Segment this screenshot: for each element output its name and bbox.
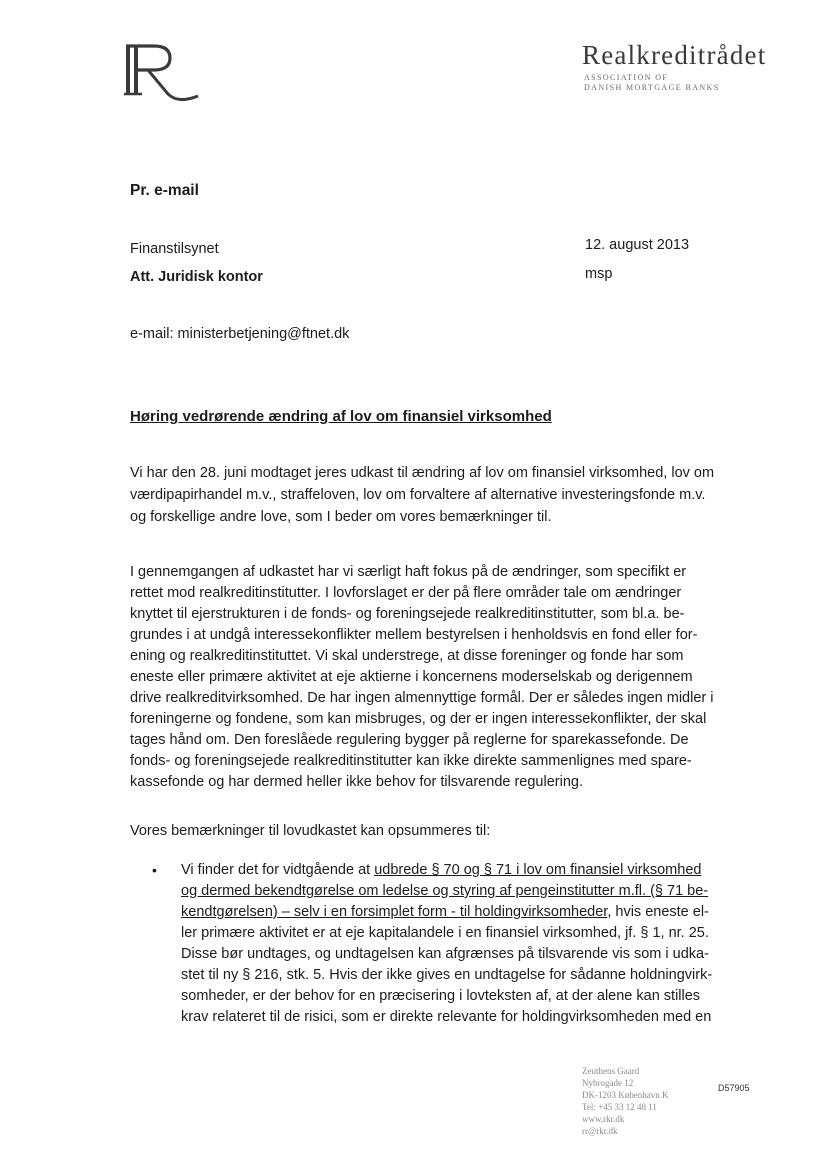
sender-initials: msp: [585, 266, 613, 282]
attention-line: Att. Juridisk kontor: [130, 269, 263, 285]
footer-address-line: Tel: +45 33 12 48 11: [582, 1102, 657, 1112]
bullet-line: [181, 861, 701, 879]
footer-address-line: Nybrogade 12: [582, 1078, 634, 1088]
paragraph-line: ening og realkreditinstituttet. Vi skal understrege, at disse foreninger og fonde har som: [130, 648, 684, 664]
bullet-line: Disse bør undtages, og undtagelsen kan afgrænses på tilsvarende vis som i udka-: [181, 946, 709, 962]
realkreditraadet-logo-icon: [124, 42, 202, 104]
delivery-method: Pr. e-mail: [130, 182, 199, 199]
paragraph-line: tages hånd om. Den foreslåede regulering bygger på reglerne for sparekassefonde. De: [130, 732, 689, 748]
bullet-line: krav relateret til de risici, som er direkte relevante for holdingvirksomheden med en: [181, 1009, 712, 1025]
bullet-text-plain: , hvis eneste el-: [607, 904, 709, 920]
paragraph-line: knyttet til ejerstrukturen i de fonds- og foreningsejede realkreditinstitutter, som bl.a. be-: [130, 606, 685, 622]
paragraph-line: fonds- og foreningsejede realkreditinstitutter kan ikke direkte sammenlignes med spare-: [130, 753, 692, 769]
paragraph-line: kassefonde og har dermed heller ikke behov for tilsvarende regulering.: [130, 774, 583, 790]
recipient: Finanstilsynet: [130, 241, 219, 257]
bullet-line: [181, 903, 709, 921]
bullet-text-plain: Vi finder det for vidtgående at: [181, 862, 375, 878]
summary-intro: Vores bemærkninger til lovudkastet kan opsummeres til:: [130, 823, 491, 839]
document-number: D57905: [718, 1083, 750, 1093]
paragraph-line: foreningerne og fondene, som kan misbruges, og der er ingen interessekonflikter, der skal: [130, 711, 707, 727]
bullet-line: ler primære aktivitet er at eje kapitalandele i en finansiel virksomhed, jf. § 1, nr. 25.: [181, 925, 709, 941]
paragraph-line: eneste eller primære aktivitet at eje aktierne i koncernens moderselskab og derigennem: [130, 669, 693, 685]
bullet-line: stet til ny § 216, stk. 5. Hvis der ikke gives en undtagelse for sådanne holdningvirk-: [181, 967, 713, 983]
paragraph-line: og forskellige andre love, som I beder om vores bemærkninger til.: [130, 509, 552, 525]
paragraph-line: grundes i at undgå interessekonflikter mellem bestyrelsen i henholdsvis en fond eller for-: [130, 627, 698, 643]
org-subtitle-line2: DANISH MORTGAGE BANKS: [584, 83, 720, 92]
bullet-text-underlined: kendtgørelsen) – selv i en forsimplet form - til holdingvirksomheder: [181, 904, 608, 920]
paragraph-line: Vi har den 28. juni modtaget jeres udkast til ændring af lov om finansiel virksomhed, lov om: [130, 465, 715, 481]
bullet-text-underlined: og dermed bekendtgørelse om ledelse og styring af pengeinstitutter m.fl. (§ 71 be-: [181, 883, 709, 899]
bullet-text-underlined: udbrede § 70 og § 71 i lov om finansiel virksomhed: [374, 862, 702, 878]
letter-subject: Høring vedrørende ændring af lov om finansiel virksomhed: [130, 408, 552, 425]
paragraph-line: værdipapirhandel m.v., straffeloven, lov om forvaltere af alternative investeringsfonde m.v.: [130, 487, 706, 503]
bullet-line: somheder, er der behov for en præcisering i lovteksten af, at der alene kan stilles: [181, 988, 701, 1004]
org-subtitle-line1: ASSOCIATION OF: [584, 73, 669, 82]
paragraph-line: drive realkreditvirksomhed. De har ingen almennyttige formål. Der er således ingen midler i: [130, 690, 714, 706]
paragraph-line: I gennemgangen af udkastet har vi særligt haft fokus på de ændringer, som specifikt er: [130, 564, 687, 580]
footer-address-line: Zeuthens Gaard: [582, 1066, 640, 1076]
bullet-marker: •: [152, 862, 157, 878]
letter-date: 12. august 2013: [585, 237, 690, 253]
recipient-email: e-mail: ministerbetjening@ftnet.dk: [130, 326, 350, 342]
org-name: Realkreditrådet: [582, 40, 767, 70]
footer-address-line: DK-1203 København K: [582, 1090, 669, 1100]
paragraph-line: rettet mod realkreditinstitutter. I lovforslaget er der på flere områder tale om ændringer: [130, 585, 682, 601]
footer-address-line: www.rkr.dk: [582, 1114, 625, 1124]
footer-address-line: rr@rkr.dk: [582, 1126, 618, 1136]
